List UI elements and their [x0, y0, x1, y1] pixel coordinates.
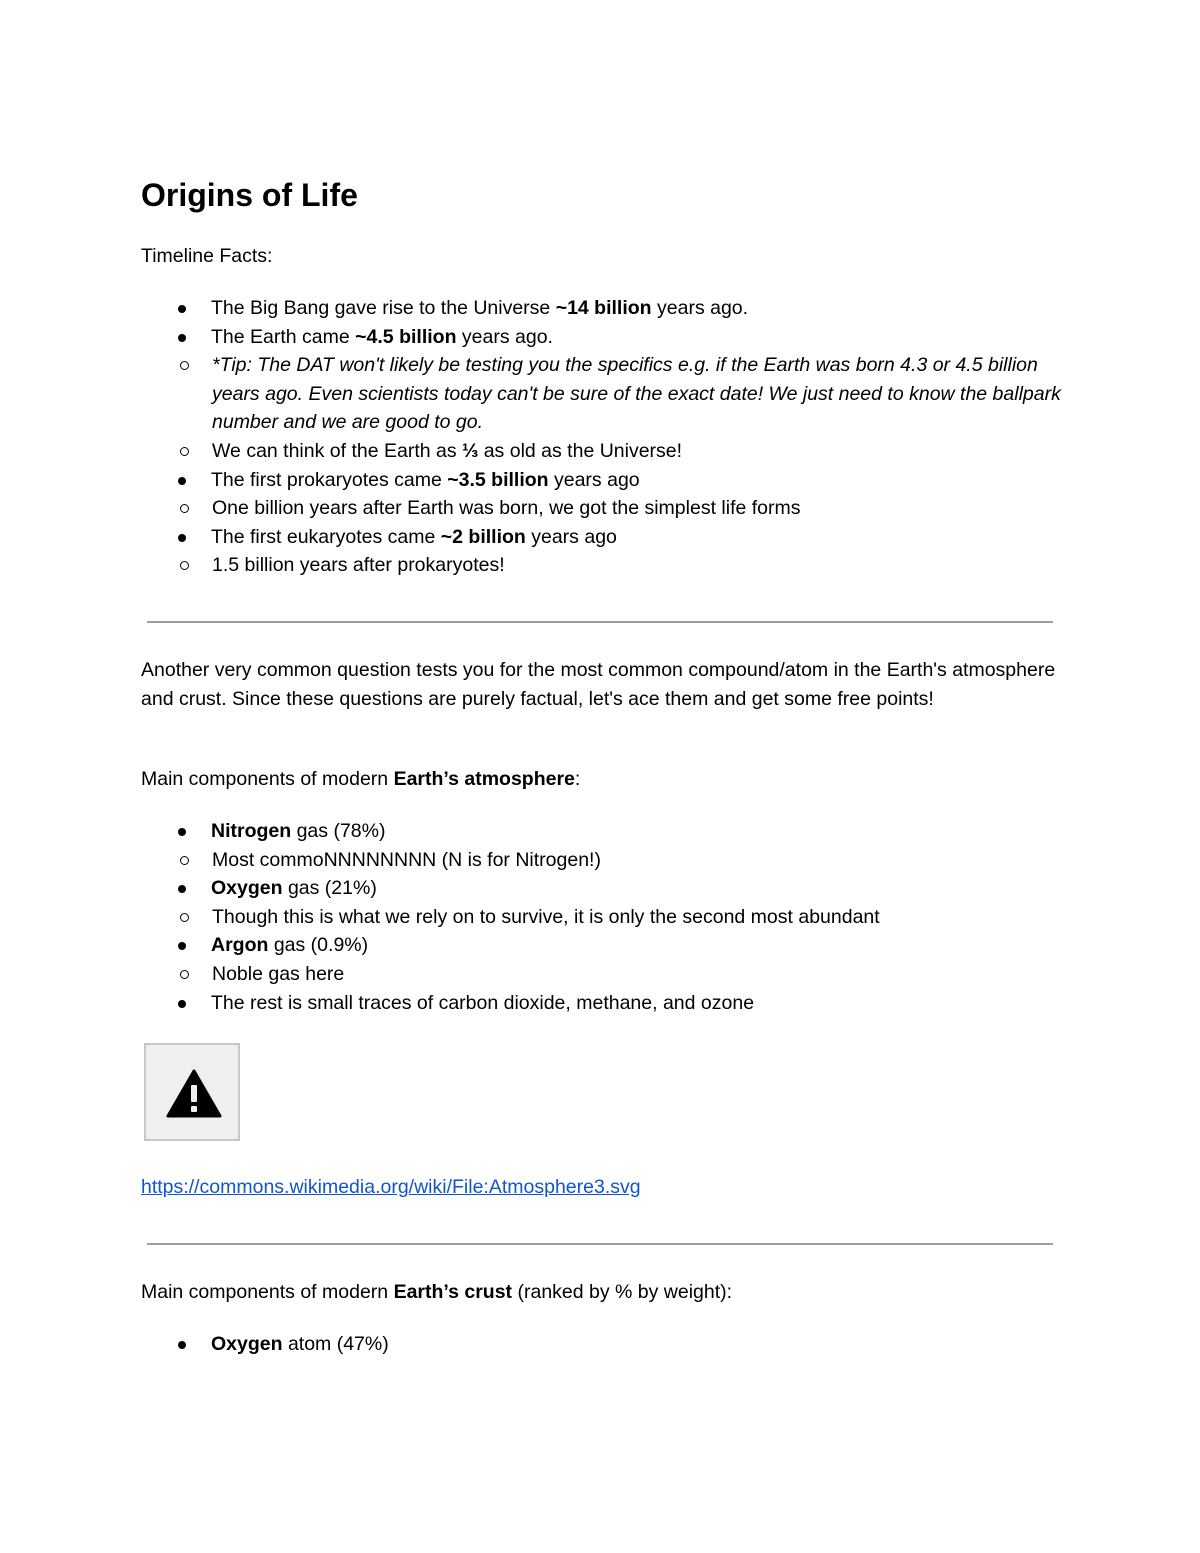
hollow-bullet-icon [180, 970, 189, 979]
broken-image-placeholder [144, 1043, 240, 1141]
hollow-bullet-icon [180, 504, 189, 513]
sub-list-item: One billion years after Earth was born, we got the simplest life forms [141, 494, 1061, 523]
bullet-icon [178, 534, 186, 542]
crust-heading: Main components of modern Earth’s crust (ranked by % by weight): [141, 1281, 733, 1303]
hollow-bullet-icon [180, 913, 189, 922]
sub-list-item: We can think of the Earth as ⅓ as old as the Universe! [141, 437, 1061, 466]
bullet-icon [178, 885, 186, 893]
hollow-bullet-icon [180, 361, 189, 370]
list-item: The rest is small traces of carbon dioxide, methane, and ozone [141, 989, 1061, 1018]
sub-list [141, 903, 1061, 932]
atmosphere-source-link[interactable]: https://commons.wikimedia.org/wiki/File:Atmosphere3.svg [141, 1176, 641, 1198]
bullet-icon [178, 334, 186, 342]
sub-list-item: 1.5 billion years after prokaryotes! [141, 551, 1061, 580]
hollow-bullet-icon [180, 447, 189, 456]
page-title: Origins of Life [141, 177, 358, 213]
list-item: Argon gas (0.9%) Noble gas here [141, 931, 1061, 988]
sub-list [141, 551, 1061, 580]
bullet-icon [178, 305, 186, 313]
sub-list-item: Most commoNNNNNNNN (N is for Nitrogen!) [141, 846, 1061, 875]
list-item: Nitrogen gas (78%) Most commoNNNNNNNN (N is for Nitrogen!) [141, 817, 1061, 874]
atmosphere-list [141, 817, 1061, 1017]
bullet-icon [178, 1341, 186, 1349]
sub-list-item: *Tip: The DAT won't likely be testing you the specifics e.g. if the Earth was born 4.3 or 4.5 billion years ago. Even scientists today can't be sure of the exact date! We just need to know the ballpark number and we are good to go. [141, 351, 1061, 437]
bullet-icon [178, 828, 186, 836]
sub-list [141, 351, 1061, 465]
list-item: The Big Bang gave rise to the Universe ~14 billion years ago. [141, 294, 1061, 323]
hollow-bullet-icon [180, 561, 189, 570]
bullet-icon [178, 477, 186, 485]
sub-list [141, 846, 1061, 875]
list-item: The first prokaryotes came ~3.5 billion years ago One billion years after Earth was born, we got the simplest life forms [141, 466, 1061, 523]
horizontal-rule [147, 1243, 1053, 1245]
crust-list [141, 1330, 1061, 1359]
horizontal-rule [147, 621, 1053, 623]
list-item: The Earth came ~4.5 billion years ago. *Tip: The DAT won't likely be testing you the specifics e.g. if the Earth was born 4.3 or 4.5 billion years ago. Even scientists today can't be sure of the exact date! We just need to know the ballpark number and we are good to go. We can think of the Earth as ⅓ as old as the Universe! [141, 323, 1061, 466]
sub-list [141, 960, 1061, 989]
atmosphere-heading: Main components of modern Earth’s atmosphere: [141, 768, 581, 790]
list-item: The first eukaryotes came ~2 billion years ago 1.5 billion years after prokaryotes! [141, 523, 1061, 580]
bullet-icon [178, 1000, 186, 1008]
sub-list-item: Though this is what we rely on to survive, it is only the second most abundant [141, 903, 1061, 932]
sub-list-item: Noble gas here [141, 960, 1061, 989]
timeline-list [141, 294, 1061, 580]
hollow-bullet-icon [180, 856, 189, 865]
list-item: Oxygen gas (21%) Though this is what we rely on to survive, it is only the second most abundant [141, 874, 1061, 931]
bullet-icon [178, 942, 186, 950]
timeline-heading: Timeline Facts: [141, 245, 273, 267]
list-item: Oxygen atom (47%) [141, 1330, 1061, 1359]
intro-paragraph: Another very common question tests you for the most common compound/atom in the Earth's atmosphere and crust. Since these questions are purely factual, let's ace them and get some free points! [141, 659, 1056, 710]
sub-list [141, 494, 1061, 523]
warning-icon [166, 1069, 222, 1119]
